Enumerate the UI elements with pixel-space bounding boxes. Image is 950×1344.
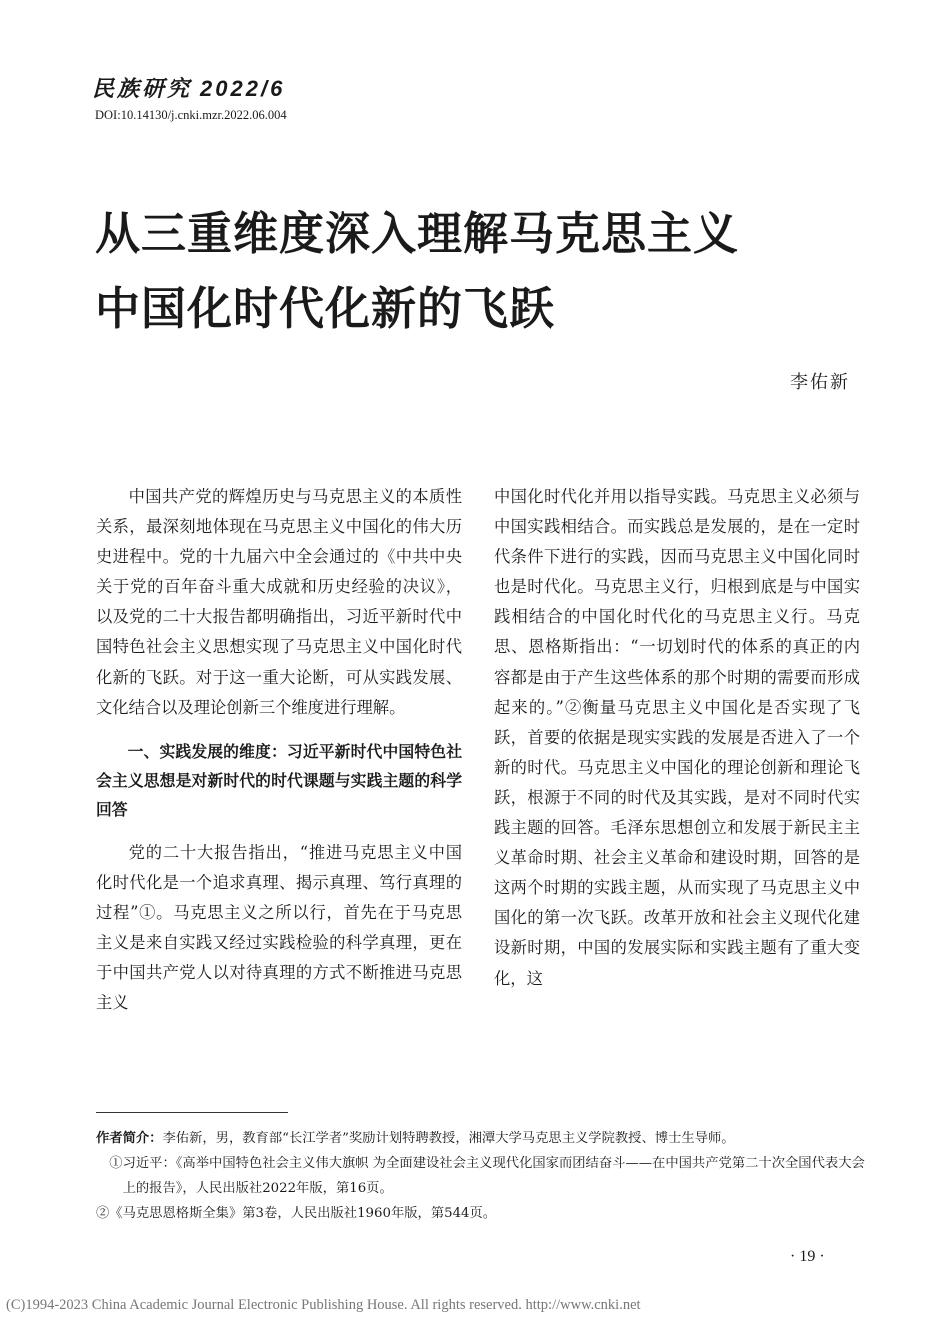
author-bio — [96, 1126, 866, 1151]
author-name: 李佑新 — [790, 372, 850, 393]
title-line-2: 中国化时代化新的飞跃 — [95, 282, 556, 335]
footnote-2: ②《马克思恩格斯全集》第3卷，人民出版社1960年版，第544页。 — [96, 1206, 497, 1221]
article-title — [95, 196, 739, 346]
section-heading: 一、实践发展的维度：习近平新时代中国特色社会主义思想是对新时代的时代课题与实践主题的科学回答 — [96, 741, 462, 819]
footnote-divider — [96, 1112, 288, 1113]
paragraph: 党的二十大报告指出，“推进马克思主义中国化时代化是一个追求真理、揭示真理、笃行真理的过程”①。马克思主义之所以行，首先在于马克思主义是来自实践又经过实践检验的科学真理，更在于中国共产党人以对待真理的方式不断推进马克思主义 — [96, 842, 462, 1013]
journal-header — [92, 72, 285, 103]
right-column — [494, 482, 860, 994]
title-line-1: 从三重维度深入理解马克思主义 — [95, 207, 740, 260]
paragraph: 中国共产党的辉煌历史与马克思主义的本质性关系，最深刻地体现在马克思主义中国化的伟大历史进程中。党的十九届六中全会通过的《中共中央关于党的百年奋斗重大成就和历史经验的决议》，以及党的二十大报告都明确指出，习近平新时代中国特色社会主义思想实现了马克思主义中国化时代化新的飞跃。对于这一重大论断，可从实践发展、文化结合以及理论创新三个维度进行理解。 — [96, 487, 462, 717]
doi: DOI:10.14130/j.cnki.mzr.2022.06.004 — [95, 108, 287, 122]
footnotes — [96, 1126, 866, 1226]
author-bio-label: 作者简介： — [96, 1131, 163, 1146]
copyright-footer: (C)1994-2023 China Academic Journal Electronic Publishing House. All rights reserved. http://www.cnki.net — [6, 1297, 641, 1313]
paragraph: 中国化时代化并用以指导实践。马克思主义必须与中国实践相结合。而实践总是发展的，是在一定时代条件下进行的实践，因而马克思主义中国化同时也是时代化。马克思主义行，归根到底是与中国实践相结合的中国化时代化的马克思主义行。马克思、恩格斯指出：“一切划时代的体系的真正的内容都是由于产生这些体系的那个时期的需要而形成起来的。”②衡量马克思主义中国化是否实现了飞跃，首要的依据是现实实践的发展是否进入了一个新的时代。马克思主义中国化的理论创新和理论飞跃，根源于不同的时代及其实践，是对不同时代实践主题的回答。毛泽东思想创立和发展于新民主主义革命时期、社会主义革命和建设时期，回答的是这两个时期的实践主题，从而实现了马克思主义中国化的第一次飞跃。改革开放和社会主义现代化建设新时期，中国的发展实际和实践主题有了重大变化，这 — [494, 487, 860, 988]
journal-logo: 民族研究 — [92, 76, 193, 102]
left-column — [96, 482, 462, 1018]
footnote-1: ①习近平：《高举中国特色社会主义伟大旗帜 为全面建设社会主义现代化国家而团结奋斗——在中国共产党第二十次全国代表大会上的报告》，人民出版社2022年版，第16页。 — [109, 1156, 865, 1196]
page-number: · 19 · — [790, 1248, 825, 1265]
author-bio-text: 李佑新，男，教育部“长江学者”奖励计划特聘教授，湘潭大学马克思主义学院教授、博士生导师。 — [162, 1131, 735, 1146]
issue-number: 2022/6 — [200, 76, 286, 101]
